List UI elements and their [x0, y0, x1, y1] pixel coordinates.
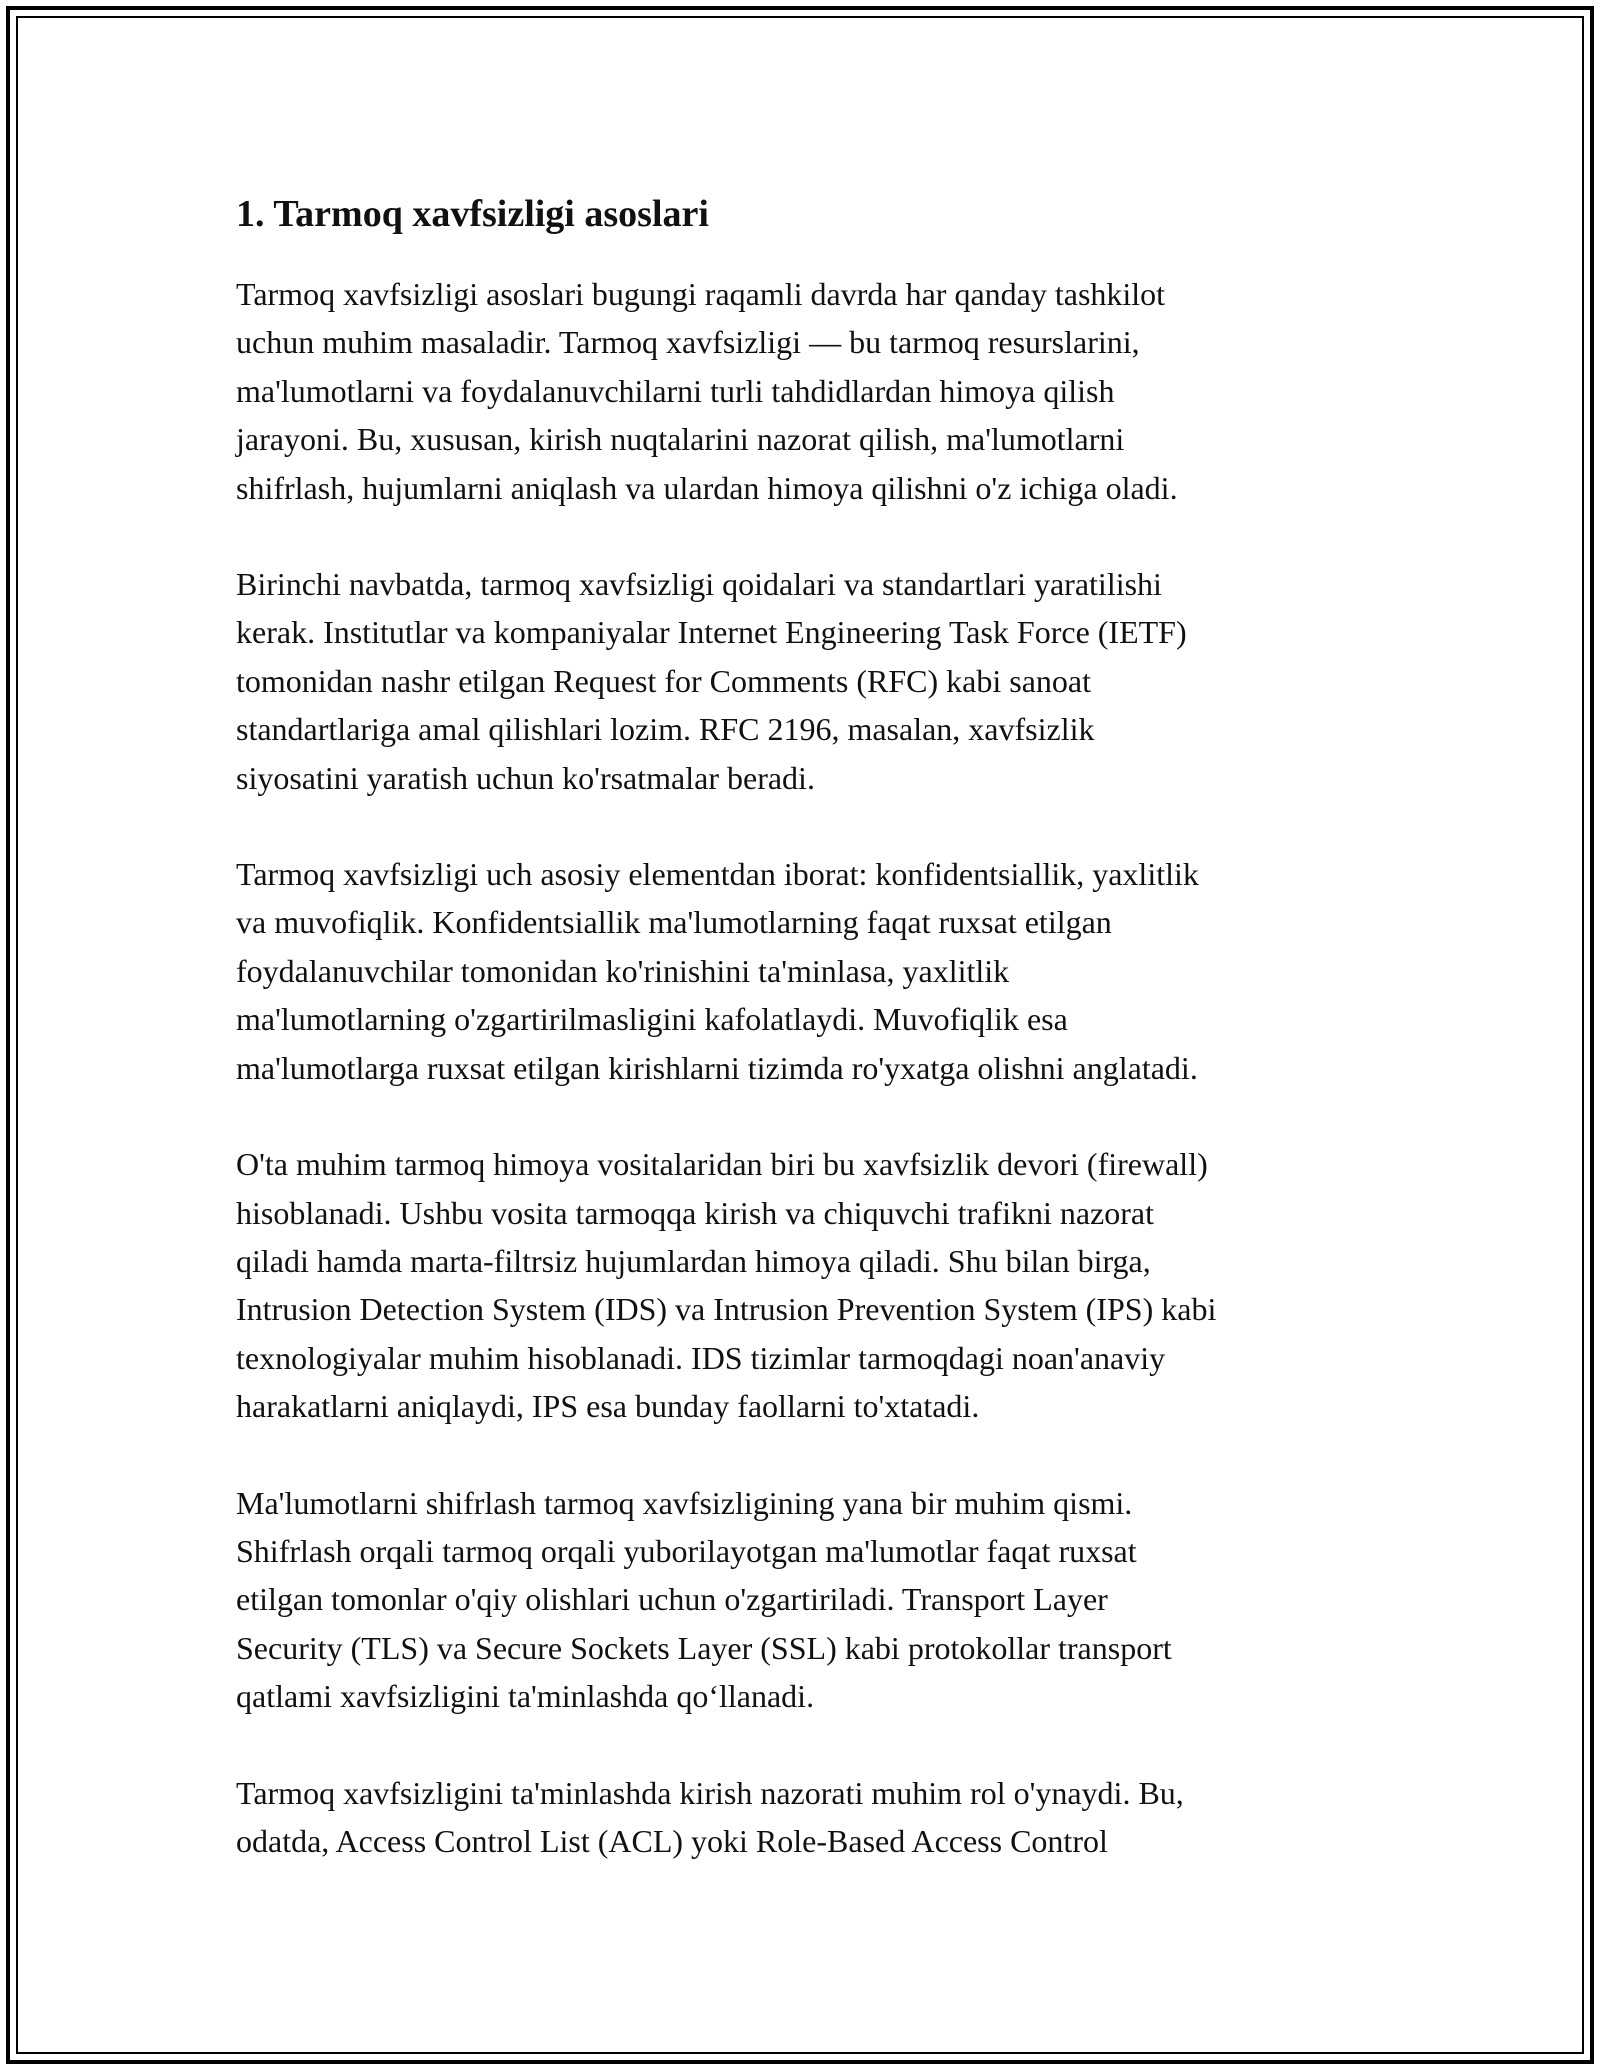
- paragraph-line: foydalanuvchilar tomonidan ko'rinishini ta'minlasa, yaxlitlik: [236, 952, 1010, 989]
- paragraph-line: ma'lumotlarni va foydalanuvchilarni turli tahdidlardan himoya qilish: [236, 372, 1115, 409]
- paragraph-line: Tarmoq xavfsizligi asoslari bugungi raqamli davrda har qanday tashkilot: [236, 276, 1166, 312]
- paragraph-line: Tarmoq xavfsizligini ta'minlashda kirish nazorati muhim rol o'ynaydi. Bu,: [236, 1774, 1184, 1811]
- paragraph-line: Birinchi navbatda, tarmoq xavfsizligi qoidalari va standartlari yaratilishi: [236, 566, 1162, 603]
- paragraph-line: hisoblanadi. Ushbu vosita tarmoqqa kirish va chiquvchi trafikni nazorat: [236, 1194, 1154, 1231]
- paragraph-line: Intrusion Detection System (IDS) va Intrusion Prevention System (IPS) kabi: [236, 1291, 1217, 1328]
- paragraph-2: [236, 560, 1376, 802]
- paragraph-4: [236, 1140, 1376, 1430]
- section-heading: 1. Tarmoq xavfsizligi asoslari: [236, 193, 709, 235]
- paragraph-line: Security (TLS) va Secure Sockets Layer (SSL) kabi protokollar transport: [236, 1629, 1172, 1666]
- paragraph-line: ma'lumotlarning o'zgartirilmasligini kafolatlaydi. Muvofiqlik esa: [236, 1001, 1068, 1038]
- paragraph-3: [236, 850, 1376, 1092]
- paragraph-line: standartlariga amal qilishlari lozim. RFC 2196, masalan, xavfsizlik: [236, 711, 1095, 748]
- paragraph-line: ma'lumotlarga ruxsat etilgan kirishlarni tizimda ro'yxatga olishni anglatadi.: [236, 1049, 1198, 1086]
- paragraph-line: O'ta muhim tarmoq himoya vositalaridan biri bu xavfsizlik devori (firewall): [236, 1146, 1208, 1183]
- paragraph-line: qatlami xavfsizligini ta'minlashda qo‘llanadi.: [236, 1678, 815, 1715]
- paragraph-line: siyosatini yaratish uchun ko'rsatmalar beradi.: [236, 759, 815, 796]
- paragraph-line: etilgan tomonlar o'qiy olishlari uchun o'zgartiriladi. Transport Layer: [236, 1581, 1108, 1618]
- paragraph-line: va muvofiqlik. Konfidentsiallik ma'lumotlarning faqat ruxsat etilgan: [236, 904, 1112, 941]
- paragraph-1: [236, 270, 1376, 512]
- paragraph-line: tomonidan nashr etilgan Request for Comments (RFC) kabi sanoat: [236, 662, 1091, 699]
- paragraph-line: kerak. Institutlar va kompaniyalar Internet Engineering Task Force (IETF): [236, 614, 1187, 651]
- paragraph-line: texnologiyalar muhim hisoblanadi. IDS tizimlar tarmoqdagi noan'anaviy: [236, 1339, 1166, 1376]
- paragraph-line: harakatlarni aniqlaydi, IPS esa bunday faollarni to'xtatadi.: [236, 1388, 980, 1425]
- paragraph-6: [236, 1769, 1376, 1866]
- paragraph-line: odatda, Access Control List (ACL) yoki Role-Based Access Control: [236, 1822, 1108, 1859]
- paragraph-line: Ma'lumotlarni shifrlash tarmoq xavfsizligining yana bir muhim qismi.: [236, 1484, 1133, 1521]
- paragraph-5: [236, 1479, 1376, 1721]
- document-body: [236, 188, 1376, 1913]
- paragraph-line: Shifrlash orqali tarmoq orqali yuborilayotgan ma'lumotlar faqat ruxsat: [236, 1532, 1137, 1569]
- paragraph-line: shifrlash, hujumlarni aniqlash va ulardan himoya qilishni o'z ichiga oladi.: [236, 469, 1178, 506]
- paragraph-line: Tarmoq xavfsizligi uch asosiy elementdan iborat: konfidentsiallik, yaxlitlik: [236, 856, 1199, 893]
- paragraph-line: uchun muhim masaladir. Tarmoq xavfsizligi — bu tarmoq resurslarini,: [236, 324, 1140, 361]
- paragraph-line: jarayoni. Bu, xususan, kirish nuqtalarini nazorat qilish, ma'lumotlarni: [236, 421, 1125, 458]
- paragraph-line: qiladi hamda marta-filtrsiz hujumlardan himoya qiladi. Shu bilan birga,: [236, 1242, 1151, 1279]
